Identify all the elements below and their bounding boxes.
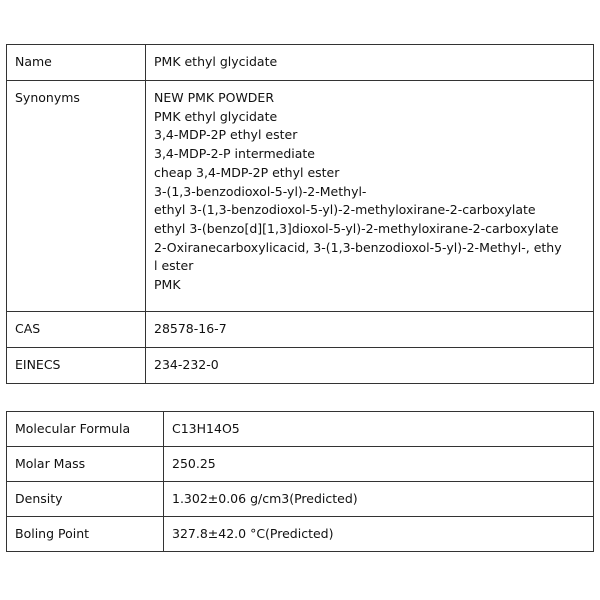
identity-table [6,44,594,384]
name-label: Name [7,45,146,81]
synonym-item: 3,4-MDP-2-P intermediate [154,146,315,162]
synonym-item: l ester [154,258,194,274]
table-row-formula [7,412,594,447]
table-row-einecs [7,348,594,384]
synonym-item: cheap 3,4-MDP-2P ethyl ester [154,164,340,180]
molar-mass-label: Molar Mass [7,447,164,482]
synonyms-label: Synonyms [7,81,146,312]
einecs-value: 234-232-0 [146,348,594,384]
formula-label: Molecular Formula [7,412,164,447]
density-label: Density [7,482,164,517]
synonym-item: 3,4-MDP-2P ethyl ester [154,127,298,143]
synonym-item: PMK ethyl glycidate [154,108,278,124]
synonym-item: 3-(1,3-benzodioxol-5-yl)-2-Methyl- [154,183,367,199]
cas-value: 28578-16-7 [146,312,594,348]
table-row-molar-mass [7,447,594,482]
table-row-boiling-point [7,517,594,552]
properties-table [6,411,594,552]
name-value: PMK ethyl glycidate [146,45,594,81]
synonym-item: 2-Oxiranecarboxylicacid, 3-(1,3-benzodioxol-5-yl)-2-Methyl-, ethy [154,239,562,255]
einecs-label: EINECS [7,348,146,384]
formula-value: C13H14O5 [164,412,594,447]
boiling-point-label: Boling Point [7,517,164,552]
cas-label: CAS [7,312,146,348]
synonym-item: PMK [154,277,181,293]
table-row-cas [7,312,594,348]
synonym-item: ethyl 3-(benzo[d][1,3]dioxol-5-yl)-2-methyloxirane-2-carboxylate [154,220,559,236]
molar-mass-value: 250.25 [164,447,594,482]
table-row-density [7,482,594,517]
density-value: 1.302±0.06 g/cm3(Predicted) [164,482,594,517]
synonym-item: NEW PMK POWDER [154,90,275,105]
table-row-name [7,45,594,81]
synonyms-list [146,81,594,312]
synonym-item: ethyl 3-(1,3-benzodioxol-5-yl)-2-methyloxirane-2-carboxylate [154,202,536,218]
table-row-synonyms [7,81,594,312]
boiling-point-value: 327.8±42.0 °C(Predicted) [164,517,594,552]
